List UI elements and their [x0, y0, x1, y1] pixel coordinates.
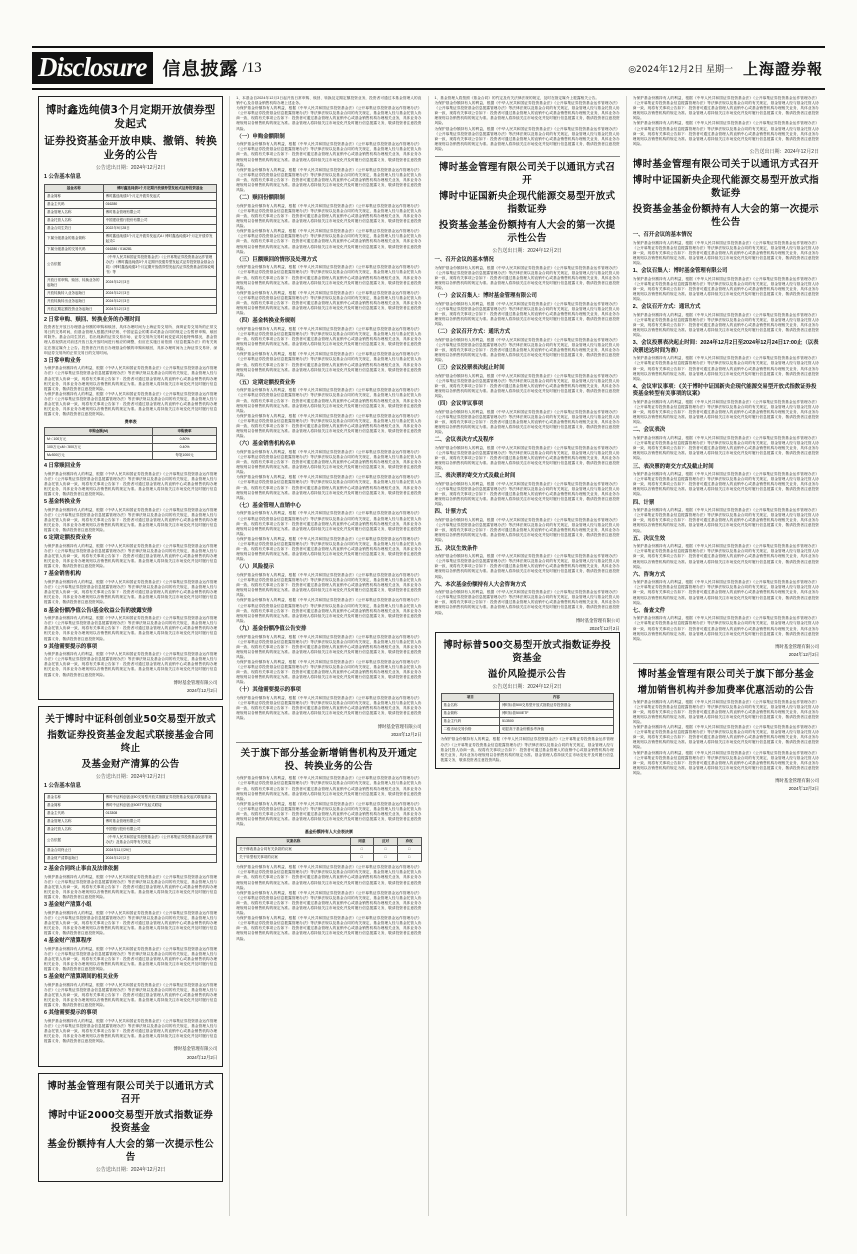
body-text: 为保护基金份额持有人的利益，根据《中华人民共和国证券投资基金法》《公开募集证券投资基金运作管理办法》《公开募集证券投资基金信息披露管理办法》等法律法规以及基金合同的有关规定，基金管理人经与基金托管人协商一致，现将有关事项公告如下：投资者可通过基金管理人的直销中心或基金销售机构办理相关业务，具体业务办理规则以各销售机构的规定为准。基金管理人将持续关注市场变化并及时履行信息披露义务，敬请投资者注意投资风险。 [44, 946, 218, 972]
body-text: 为保护基金份额持有人的利益，根据《中华人民共和国证券投资基金法》《公开募集证券投资基金运作管理办法》《公开募集证券投资基金信息披露管理办法》等法律法规以及基金合同的有关规定，基金管理人经与基金托管人协商一致，现将有关事项公告如下：投资者可通过基金管理人的直销中心或基金销售机构办理相关业务，具体业务办理规则以各销售机构的规定为准。基金管理人将持续关注市场变化并及时履行信息披露义务，敬请投资者注意投资风险。 [236, 475, 422, 500]
body-text: 为保护基金份额持有人的利益，根据《中华人民共和国证券投资基金法》《公开募集证券投资基金运作管理办法》《公开募集证券投资基金信息披露管理办法》等法律法规以及基金合同的有关规定，基金管理人经与基金托管人协商一致，现将有关事项公告如下：投资者可通过基金管理人的直销中心或基金销售机构办理相关业务，具体业务办理规则以各销售机构的规定为准。基金管理人将持续关注市场变化并及时履行信息披露义务，敬请投资者注意投资风险。 [44, 982, 218, 1008]
section-heading: 七、备查文件 [632, 607, 666, 614]
cell-label: 基金财产清算起始日 [45, 855, 104, 863]
masthead-section: 信息披露 [162, 59, 239, 80]
cell-value: 2022年9月28日 [103, 224, 217, 232]
section-heading: 9 其他需要提示的事项 [44, 643, 98, 650]
section-heading: 4 日常赎回业务 [44, 463, 81, 470]
table-row [45, 232, 217, 245]
body-text: 为保护基金份额持有人的利益，根据《中华人民共和国证券投资基金法》《公开募集证券投资基金运作管理办法》《公开募集证券投资基金信息披露管理办法》等法律法规以及基金合同的有关规定，基金管理人经与基金托管人协商一致，现将有关事项公告如下：投资者可通过基金管理人的直销中心或基金销售机构办理相关业务，具体业务办理规则以各销售机构的规定为准。基金管理人将持续关注市场变化并及时履行信息披露义务，敬请投资者注意投资风险。 [434, 373, 620, 399]
cell-label: 基金简称 [45, 192, 104, 200]
body-text: 1、基金管理人将按照《基金合同》的约定及有关法律法规的规定，及时在指定媒介上披露相关公告。 [434, 96, 600, 100]
cell-label: 基金名称 [45, 794, 104, 802]
body-text: 为保护基金份额持有人的利益，根据《中华人民共和国证券投资基金法》《公开募集证券投资基金运作管理办法》《公开募集证券投资基金信息披露管理办法》等法律法规以及基金合同的有关规定，基金管理人经与基金托管人协商一致，现将有关事项公告如下：投资者可通过基金管理人的直销中心或基金销售机构办理相关业务，具体业务办理规则以各销售机构的规定为准。基金管理人将持续关注市场变化并及时履行信息披露义务，敬请投资者注意投资风险。 [434, 554, 620, 579]
body-text: 为保护基金份额持有人的利益，根据《中华人民共和国证券投资基金法》《公开募集证券投资基金运作管理办法》《公开募集证券投资基金信息披露管理办法》等法律法规以及基金合同的有关规定，基金管理人经与基金托管人协商一致，现将有关事项公告如下：投资者可通过基金管理人的直销中心或基金销售机构办理相关业务，具体业务办理规则以各销售机构的规定为准。基金管理人将持续关注市场变化并及时履行信息披露义务，敬请投资者注意投资风险。 [632, 544, 819, 569]
table-header-cell: 同意 [350, 838, 374, 846]
body-text: 为保护基金份额持有人的利益，根据《中华人民共和国证券投资基金法》《公开募集证券投资基金运作管理办法》《公开募集证券投资基金信息披露管理办法》等法律法规以及基金合同的有关规定，基金管理人经与基金托管人协商一致，现将有关事项公告如下：投资者可通过基金管理人的直销中心或基金销售机构办理相关业务，具体业务办理规则以各销售机构的规定为准。基金管理人将持续关注市场变化并及时履行信息披露义务，敬请投资者注意投资风险。 [434, 301, 620, 327]
cell-label: 基金名称 [441, 702, 500, 710]
body-text: 为保护基金份额持有人的利益，根据《中华人民共和国证券投资基金法》《公开募集证券投资基金运作管理办法》《公开募集证券投资基金信息披露管理办法》等法律法规以及基金合同的有关规定，基金管理人经与基金托管人协商一致，现将有关事项公告如下：投资者可通过基金管理人的直销中心或基金销售机构办理相关业务，具体业务办理规则以各销售机构的规定为准。基金管理人将持续关注市场变化并及时履行信息披露义务，敬请投资者注意投资风险。 [236, 203, 422, 229]
article-zz2000-meeting-notice [38, 1073, 223, 1182]
signature-date: 2024年12月2日 [186, 1054, 218, 1060]
divider [435, 156, 620, 157]
cell-value: 每笔1000元 [152, 452, 216, 460]
cell-label: 下属分级基金的基金简称 [45, 232, 104, 245]
section-heading: 2、会议召开方式：通讯方式 [632, 304, 701, 311]
section-heading: 6 其他需要提示的事项 [44, 1010, 98, 1017]
article-title-line2: 增加销售机构并参加费率优惠活动的公告 [637, 684, 815, 696]
section-heading: 1、会议召集人：博时基金管理有限公司 [632, 268, 728, 274]
cell-label: 基金主代码 [441, 718, 500, 726]
cell-value: 博时标普500交易型开放式指数证券投资基金 [500, 702, 614, 710]
article-title-line3: 及基金财产清算的公告 [81, 759, 180, 771]
cell-value: 0.40% [152, 444, 216, 452]
table-row [45, 444, 217, 452]
cell-label: 开放转换转入业务起始日 [45, 289, 104, 297]
cell-value: 2024年12月3日 [103, 276, 217, 289]
article-title-line2: 溢价风险提示公告 [487, 669, 567, 681]
table-row [45, 826, 217, 834]
checkbox-oppose[interactable]: □ [374, 846, 398, 854]
section-heading: （三）巨额赎回的情形及处理方式 [236, 256, 318, 263]
masthead-page-number: /13 [242, 59, 262, 76]
cell-label: 关于转型相关事项的议案 [237, 854, 350, 862]
body-text: 为保护基金份额持有人的利益，根据《中华人民共和国证券投资基金法》《公开募集证券投资基金运作管理办法》《公开募集证券投资基金信息披露管理办法》等法律法规以及基金合同的有关规定，基金管理人经与基金托管人协商一致，现将有关事项公告如下：投资者可通过基金管理人的直销中心或基金销售机构办理相关业务，具体业务办理规则以各销售机构的规定为准。基金管理人将持续关注市场变化并及时履行信息披露义务，敬请投资者注意投资风险。 [236, 167, 422, 193]
article-date-note: 公告送出日期：2024年12月2日 [95, 1167, 166, 1174]
body-text: 为保护基金份额持有人的利益，根据《中华人民共和国证券投资基金法》《公开募集证券投资基金运作管理办法》《公开募集证券投资基金信息披露管理办法》等法律法规以及基金合同的有关规定，基金管理人经与基金托管人协商一致，现将有关事项公告如下：投资者可通过基金管理人的直销中心或基金销售机构办理相关业务，具体业务办理规则以各销售机构的规定为准。基金管理人将持续关注市场变化并及时履行信息披露义务，敬请投资者注意投资风险。 [632, 508, 819, 533]
article-title-line2: 指数证券投资基金发起式联接基金合同终止 [47, 730, 214, 755]
table-row [45, 834, 217, 847]
ballot-caption: 基金份额持有人大会表决票 [304, 829, 353, 835]
cell-label: 开放定期定额投资业务起始日 [45, 305, 104, 313]
section-heading: 4 基金财产清算程序 [44, 938, 92, 945]
cell-label: 100万元≤M＜500万元 [45, 444, 153, 452]
section-heading: 5 基金转换业务 [44, 499, 81, 506]
article-rixuan-open [38, 96, 223, 700]
body-text: 为保护基金份额持有人的利益，根据《中华人民共和国证券投资基金法》《公开募集证券投资基金运作管理办法》《公开募集证券投资基金信息披露管理办法》等法律法规以及基金合同的有关规定，基金管理人经与基金托管人协商一致，现将有关事项公告如下：投资者可通过基金管理人的直销中心或基金销售机构办理相关业务，具体业务办理规则以各销售机构的规定为准。基金管理人将持续关注市场变化并及时履行信息披露义务，敬请投资者注意投资风险。 [236, 776, 422, 801]
body-text: 为保护基金份额持有人的利益，根据《中华人民共和国证券投资基金法》《公开募集证券投资基金运作管理办法》《公开募集证券投资基金信息披露管理办法》等法律法规以及基金合同的有关规定，基金管理人经与基金托管人协商一致，现将有关事项公告如下：投资者可通过基金管理人的直销中心或基金销售机构办理相关业务，具体业务办理规则以各销售机构的规定为准。基金管理人将持续关注市场变化并及时履行信息披露义务，敬请投资者注意投资风险。 [632, 472, 819, 497]
body-text: 为保护基金份额持有人的利益，根据《中华人民共和国证券投资基金法》《公开募集证券投资基金运作管理办法》《公开募集证券投资基金信息披露管理办法》等法律法规以及基金合同的有关规定，基金管理人经与基金托管人协商一致，现将有关事项公告如下：投资者可通过基金管理人的直销中心或基金销售机构办理相关业务，具体业务办理规则以各销售机构的规定为准。基金管理人将持续关注市场变化并及时履行信息披露义务，敬请投资者注意投资风险。 [434, 482, 620, 507]
body-text: 为保护基金份额持有人的利益，根据《中华人民共和国证券投资基金法》《公开募集证券投资基金运作管理办法》《公开募集证券投资基金信息披露管理办法》等法律法规以及基金合同的有关规定，基金管理人经与基金托管人协商一致，现将有关事项公告如下：投资者可通过基金管理人的直销中心或基金销售机构办理相关业务，具体业务办理规则以各销售机构的规定为准。基金管理人将持续关注市场变化并及时履行信息披露义务，敬请投资者注意投资风险。 [44, 471, 218, 497]
ballot-table [236, 837, 421, 862]
cell-label: 开放日常申购、赎回、转换业务的起始日 [45, 276, 104, 289]
section-heading: （四）基金转换业务规则 [236, 318, 296, 325]
table-row [45, 794, 217, 802]
cell-value: 016280 [103, 200, 217, 208]
signature-company: 博时基金管理有限公司 [575, 617, 620, 623]
cell-value: 016280 / 016281 [103, 245, 217, 253]
section-heading: （三）会议投票表决起止时间 [434, 365, 505, 372]
body-text: 为保护基金份额持有人的利益，根据《中华人民共和国证券投资基金法》《公开募集证券投资基金运作管理办法》《公开募集证券投资基金信息披露管理办法》等法律法规以及基金合同的有关规定，基金管理人经与基金托管人协商一致，现将有关事项公告如下：投资者可通过基金管理人的直销中心或基金销售机构办理相关业务，具体业务办理规则以各销售机构的规定为准。基金管理人将持续关注市场变化并及时履行信息披露义务，敬请投资者注意投资风险。 [236, 536, 422, 562]
column-4 [627, 96, 825, 1216]
checkbox-agree[interactable]: □ [350, 846, 374, 854]
cell-value: 中国银行股份有限公司 [103, 826, 217, 834]
article-title-line1: 博时基金管理有限公司关于以通讯方式召开 [438, 162, 616, 187]
section-heading: （二）会议召开方式：通讯方式 [434, 329, 510, 336]
section-heading: （四）会议审议事项 [434, 401, 484, 408]
table-row [45, 847, 217, 855]
section-heading: 3 日常申购业务 [44, 357, 81, 364]
fee-table [44, 427, 217, 460]
table-header-cell: 申购费率 [152, 428, 216, 436]
body-text: 为保护基金份额持有人的利益，根据《中华人民共和国证券投资基金法》《公开募集证券投资基金运作管理办法》《公开募集证券投资基金信息披露管理办法》等法律法规以及基金合同的有关规定，基金管理人经与基金托管人协商一致，现将有关事项公告如下：投资者可通过基金管理人的直销中心或基金销售机构办理相关业务，具体业务办理规则以各销售机构的规定为准。基金管理人将持续关注市场变化并及时履行信息披露义务，敬请投资者注意投资风险。 [44, 652, 218, 677]
premium-info-table [441, 693, 614, 734]
article-date-note: 公告送出日期：2024年12月2日 [749, 148, 819, 155]
article-date-note: 公告送出日期：2024年12月2日 [95, 165, 166, 171]
body-text: 为保护基金份额持有人的利益，根据《中华人民共和国证券投资基金法》《公开募集证券投资基金运作管理办法》《公开募集证券投资基金信息披露管理办法》等法律法规以及基金合同的有关规定，基金管理人经与基金托管人协商一致，现将有关事项公告如下：投资者可通过基金管理人的直销中心或基金销售机构办理相关业务，具体业务办理规则以各销售机构的规定为准。基金管理人将持续关注市场变化并及时履行信息披露义务，敬请投资者注意投资风险。 [632, 399, 819, 425]
body-text: 为保护基金份额持有人的利益，根据《中华人民共和国证券投资基金法》《公开募集证券投资基金运作管理办法》《公开募集证券投资基金信息披露管理办法》等法律法规以及基金合同的有关规定，基金管理人经与基金托管人协商一致，现将有关事项公告如下：投资者可通过基金管理人的直销中心或基金销售机构办理相关业务，具体业务办理规则以各销售机构的规定为准。基金管理人将持续关注市场变化并及时履行信息披露义务，敬请投资者注意投资风险。 [632, 121, 819, 146]
cell-value: 2024年11月29日 [103, 847, 217, 855]
cell-value: 2024年12月3日 [103, 297, 217, 305]
section-heading: 2 基金合同终止事由及法律依据 [44, 866, 119, 873]
table-row [45, 192, 217, 200]
body-text: 为保护基金份额持有人的利益，根据《中华人民共和国证券投资基金法》《公开募集证券投资基金运作管理办法》《公开募集证券投资基金信息披露管理办法》等法律法规以及基金合同的有关规定，基金管理人经与基金托管人协商一致，现将有关事项公告如下：投资者可通过基金管理人的直销中心或基金销售机构办理相关业务，具体业务办理规则以各销售机构的规定为准。基金管理人将持续关注市场变化并及时履行信息披露义务，敬请投资者注意投资风险。 [44, 366, 218, 391]
table-row [45, 802, 217, 810]
table-header-cell: 博时鑫选纯债3个月定期开放债券型发起式证券投资基金 [103, 184, 217, 192]
body-text: 为保护基金份额持有人的利益，根据《中华人民共和国证券投资基金法》《公开募集证券投资基金运作管理办法》《公开募集证券投资基金信息披露管理办法》等法律法规以及基金合同的有关规定，基金管理人经与基金托管人协商一致，现将有关事项公告如下：投资者可通过基金管理人的直销中心或基金销售机构办理相关业务，具体业务办理规则以各销售机构的规定为准。基金管理人将持续关注市场变化并及时履行信息披露义务，敬请投资者注意投资风险。 [632, 436, 819, 461]
body-text: 为保护基金份额持有人的利益，根据《中华人民共和国证券投资基金法》《公开募集证券投资基金运作管理办法》《公开募集证券投资基金信息披露管理办法》等法律法规以及基金合同的有关规定，基金管理人经与基金托管人协商一致，现将有关事项公告如下：投资者可通过基金管理人的直销中心或基金销售机构办理相关业务，具体业务办理规则以各销售机构的规定为准。基金管理人将持续关注市场变化并及时履行信息披露义务，敬请投资者注意投资风险。 [632, 580, 819, 605]
cell-value: 《中华人民共和国证券投资基金法》《公开募集证券投资基金运作管理办法》及基金合同等有关规定 [103, 834, 217, 847]
body-text: 为保护基金份额持有人的利益，根据《中华人民共和国证券投资基金法》《公开募集证券投资基金运作管理办法》《公开募集证券投资基金信息披露管理办法》等法律法规以及基金合同的有关规定，基金管理人经与基金托管人协商一致，现将有关事项公告如下：投资者可通过基金管理人的直销中心或基金销售机构办理相关业务，具体业务办理规则以各销售机构的规定为准。基金管理人将持续关注市场变化并及时履行信息披露义务，敬请投资者注意投资风险。 [44, 874, 218, 900]
cell-value: 博时基金管理有限公司 [103, 818, 217, 826]
body-text: 为保护基金份额持有人的利益，根据《中华人民共和国证券投资基金法》《公开募集证券投资基金运作管理办法》《公开募集证券投资基金信息披露管理办法》等法律法规以及基金合同的有关规定，基金管理人经与基金托管人协商一致，现将有关事项公告如下：投资者可通过基金管理人的直销中心或基金销售机构办理相关业务，具体业务办理规则以各销售机构的规定为准。基金管理人将持续关注市场变化并及时履行信息披露义务，敬请投资者注意投资风险。 [44, 616, 218, 641]
cell-label: M＜100万元 [45, 436, 153, 444]
body-text: 为保护基金份额持有人的利益，根据《中华人民共和国证券投资基金法》《公开募集证券投资基金运作管理办法》《公开募集证券投资基金信息披露管理办法》等法律法规以及基金合同的有关规定，基金管理人经与基金托管人协商一致，现将有关事项公告如下：投资者可通过基金管理人的直销中心或基金销售机构办理相关业务，具体业务办理规则以各销售机构的规定为准。基金管理人将持续关注市场变化并及时履行信息披露义务，敬请投资者注意投资风险。 [236, 352, 422, 377]
cell-value: 《中华人民共和国证券投资基金法》《公开募集证券投资基金运作管理办法》《博时鑫选纯债3个月定期开放债券型发起式证券投资基金基金合同》《博时鑫选纯债3个月定期开放债券型发起式证券投资基金招募说明书》等 [103, 253, 217, 276]
article-title-line2: 博时中证国新央企现代能源交易型开放式指数证券 [438, 191, 616, 216]
table-header-cell: 弃权 [397, 838, 421, 846]
cell-label: M≥500万元 [45, 452, 153, 460]
body-text: 为保护基金份额持有人的利益，根据《中华人民共和国证券投资基金法》《公开募集证券投资基金运作管理办法》《公开募集证券投资基金信息披露管理办法》等法律法规以及基金合同的有关规定，基金管理人经与基金托管人协商一致，现将有关事项公告如下：投资者可通过基金管理人的直销中心或基金销售机构办理相关业务，具体业务办理规则以各销售机构的规定为准。基金管理人将持续关注市场变化并及时履行信息披露义务，敬请投资者注意投资风险。 [44, 910, 218, 936]
body-text: 为保护基金份额持有人的利益，根据《中华人民共和国证券投资基金法》《公开募集证券投资基金运作管理办法》《公开募集证券投资基金信息披露管理办法》等法律法规以及基金合同的有关规定，基金管理人经与基金托管人协商一致，现将有关事项公告如下：投资者可通过基金管理人的直销中心或基金销售机构办理相关业务，具体业务办理规则以各销售机构的规定为准。基金管理人将持续关注市场变化并及时履行信息披露义务，敬请投资者注意投资风险。 [632, 699, 819, 724]
signature-date: 2024年12月2日 [788, 786, 819, 792]
table-row [45, 200, 217, 208]
notice-title: 关于旗下部分基金新增销售机构及开通定投、转换业务的公告 [240, 748, 418, 773]
cell-label: 公告依据 [45, 834, 104, 847]
table-row [45, 289, 217, 297]
section-heading: （八）风险提示 [236, 564, 274, 571]
body-text: 为保护基金份额持有人的利益，根据《中华人民共和国证券投资基金法》《公开募集证券投资基金运作管理办法》《公开募集证券投资基金信息披露管理办法》等法律法规以及基金合同的有关规定，基金管理人经与基金托管人协商一致，现将有关事项公告如下：投资者可通过基金管理人的直销中心或基金销售机构办理相关业务，具体业务办理规则以各销售机构的规定为准。基金管理人将持续关注市场变化并及时履行信息披露义务，敬请投资者注意投资风险。 [434, 590, 620, 615]
signature-company: 博时基金管理有限公司 [775, 778, 819, 784]
body-text: 为保护基金份额持有人的利益，根据《中华人民共和国证券投资基金法》《公开募集证券投资基金运作管理办法》《公开募集证券投资基金信息披露管理办法》等法律法规以及基金合同的有关规定，基金管理人经与基金托管人协商一致，现将有关事项公告如下：投资者可通过基金管理人的直销中心或基金销售机构办理相关业务，具体业务办理规则以各销售机构的规定为准。基金管理人将持续关注市场变化并及时履行信息披露义务，敬请投资者注意投资风险。 [434, 126, 620, 151]
body-text: 为保护基金份额持有人的利益，根据《中华人民共和国证券投资基金法》《公开募集证券投资基金运作管理办法》《公开募集证券投资基金信息披露管理办法》等法律法规以及基金合同的有关规定，基金管理人经与基金托管人协商一致，现将有关事项公告如下：投资者可通过基金管理人的直销中心或基金销售机构办理相关业务，具体业务办理规则以各销售机构的规定为准。基金管理人将持续关注市场变化并及时履行信息披露义务，敬请投资者注意投资风险。 [632, 616, 819, 641]
cell-value: 博时中证科创创业50交易型开放式指数证券投资基金发起式联接基金 [103, 794, 217, 802]
cell-label: 开放转换转出业务起始日 [45, 297, 104, 305]
cell-value: 2024年12月2日 [103, 855, 217, 863]
cell-value: 013308 [103, 810, 217, 818]
body-text: 为保护基金份额持有人的利益，根据《中华人民共和国证券投资基金法》《公开募集证券投资基金运作管理办法》《公开募集证券投资基金信息披露管理办法》等法律法规以及基金合同的有关规定，基金管理人经与基金托管人协商一致，现将有关事项公告如下：投资者可通过基金管理人的直销中心或基金销售机构办理相关业务，具体业务办理规则以各销售机构的规定为准。基金管理人将持续关注市场变化并及时履行信息披露义务，敬请投资者注意投资风险。 [434, 409, 620, 435]
body-text: 为保护基金份额持有人的利益，根据《中华人民共和国证券投资基金法》《公开募集证券投资基金运作管理办法》《公开募集证券投资基金信息披露管理办法》等法律法规以及基金合同的有关规定，基金管理人经与基金托管人协商一致，现将有关事项公告如下：投资者可通过基金管理人的直销中心或基金销售机构办理相关业务，具体业务办理规则以各销售机构的规定为准。基金管理人将持续关注市场变化并及时履行信息披露义务，敬请投资者注意投资风险。 [236, 572, 422, 598]
article-date-note: 公告送出日期：2024年12月2日 [492, 684, 562, 691]
cell-label: 基金管理人名称 [45, 208, 104, 216]
cell-label: 基金简称 [45, 802, 104, 810]
table-header-cell: 议案名称 [237, 838, 350, 846]
cell-label: 基金主代码 [45, 810, 104, 818]
table-row [441, 710, 613, 718]
table-row [45, 810, 217, 818]
body-text: 为保护基金份额持有人的利益，根据《中华人民共和国证券投资基金法》《公开募集证券投资基金运作管理办法》《公开募集证券投资基金信息披露管理办法》等法律法规以及基金合同的有关规定，基金管理人经与基金托管人协商一致，现将有关事项公告如下：投资者可通过基金管理人的直销中心或基金销售机构办理相关业务，具体业务办理规则以各销售机构的规定为准。基金管理人将持续关注市场变化并及时履行信息披露义务，敬请投资者注意投资风险。 [632, 725, 819, 750]
fee-table-caption: 费率表 [124, 419, 137, 425]
article-date-note: 公告送出日期：2024年12月2日 [95, 774, 166, 781]
body-text: 为保护基金份额持有人的利益，根据《中华人民共和国证券投资基金法》《公开募集证券投资基金运作管理办法》《公开募集证券投资基金信息披露管理办法》等法律法规以及基金合同的有关规定，基金管理人经与基金托管人协商一致，现将有关事项公告如下：投资者可通过基金管理人的直销中心或基金销售机构办理相关业务，具体业务办理规则以各销售机构的规定为准。基金管理人将持续关注市场变化并及时履行信息披露义务，敬请投资者注意投资风险。 [236, 388, 422, 413]
cell-label: 基金合同生效日 [45, 224, 104, 232]
section-heading: 3、会议投票表决起止时间：2024年12月2日至2024年12月24日17:00止（以表决票送达时间为准） [632, 340, 819, 354]
cell-value: 2024年12月3日 [103, 305, 217, 313]
signature-company: 博时基金管理有限公司 [173, 1046, 218, 1052]
article-date-note: 公告送出日期：2024年12月2日 [492, 248, 562, 255]
cell-value: 博时鑫选纯债3个月定开债券发起式A / 博时鑫选纯债3个月定开债券发起式C [103, 232, 217, 245]
table-row [45, 305, 217, 313]
signature-date: 2024年12月2日 [589, 626, 620, 632]
body-text: 为保护基金份额持有人的利益，根据《中华人民共和国证券投资基金法》《公开募集证券投资基金运作管理办法》《公开募集证券投资基金信息披露管理办法》等法律法规以及基金合同的有关规定，基金管理人经与基金托管人协商一致，现将有关事项公告如下：投资者可通过基金管理人的直销中心或基金销售机构办理相关业务，具体业务办理规则以各销售机构的规定为准。基金管理人将持续关注市场变化并及时履行信息披露义务，敬请投资者注意投资风险。 [434, 337, 620, 363]
article-title-line1: 博时标普500交易型开放式指数证券投资基金 [443, 640, 611, 665]
section-heading: 二、会议表决方式及程序 [434, 437, 494, 444]
masthead [32, 46, 825, 90]
masthead-date: ◎2024年12月2日 星期一 [628, 64, 733, 75]
content-columns [32, 96, 825, 1216]
article-title-line1: 博时基金管理有限公司关于旗下部分基金 [637, 668, 815, 680]
body-text: 为保护基金份额持有人的利益，根据《中华人民共和国证券投资基金法》《公开募集证券投资基金运作管理办法》《公开募集证券投资基金信息披露管理办法》等法律法规以及基金合同的有关规定，基金管理人经与基金托管人协商一致，现将有关事项公告如下：投资者可通过基金管理人的直销中心或基金销售机构办理相关业务，具体业务办理规则以各销售机构的规定为准。基金管理人将持续关注市场变化并及时履行信息披露义务，敬请投资者注意投资风险。 [632, 356, 819, 381]
cell-label: 基金管理人名称 [45, 818, 104, 826]
section-heading: 二、会议表决 [632, 427, 666, 434]
article-title-line2: 证券投资基金开放申赎、撤销、转换业务的公告 [44, 135, 218, 161]
body-text: 为保护基金份额持有人的利益，根据《中华人民共和国证券投资基金法》《公开募集证券投资基金运作管理办法》《公开募集证券投资基金信息披露管理办法》等法律法规以及基金合同的有关规定，基金管理人经与基金托管人协商一致，现将有关事项公告如下：投资者可通过基金管理人的直销中心或基金销售机构办理相关业务，具体业务办理规则以各销售机构的规定为准。基金管理人将持续关注市场变化并及时履行信息披露义务，敬请投资者注意投资风险。 [434, 445, 620, 471]
body-text: 投资者在开放日办理基金份额的申购和赎回，具体办理时间为上海证券交易所、深圳证券交易所的正常交易日的交易时间，但基金管理人根据法律法规、中国证监会的要求或基金合同的规定公告暂停申购、赎回时除外。基金合同生效后，若出现新的证券交易市场、证券交易所交易时间变更或其他特殊情况，基金管理人将视情况对前述开放日及开放时间进行相应的调整，但应在实施日前依照《信息披露办法》的有关规定在指定媒介上公告。投资者在开放日办理基金份额的申购和赎回，具体办理时间为上海证券交易所、深圳证券交易所的正常交易日的交易时间。 [44, 325, 218, 355]
divider [236, 742, 421, 743]
column-2 [230, 96, 428, 1216]
section-heading: 六、本次基金份额持有人大会咨询方式 [434, 581, 527, 588]
section-heading: 7 基金销售机构 [44, 571, 81, 578]
body-text: 为保护基金份额持有人的利益，根据《中华人民共和国证券投资基金法》《公开募集证券投资基金运作管理办法》《公开募集证券投资基金信息披露管理办法》等法律法规以及基金合同的有关规定，基金管理人经与基金托管人协商一致，现将有关事项公告如下：投资者可通过基金管理人的直销中心或基金销售机构办理相关业务，具体业务办理规则以各销售机构的规定为准。基金管理人将持续关注市场变化并及时履行信息披露义务，敬请投资者注意投资风险。 [44, 580, 218, 605]
section-heading: （五）定期定额投资业务 [236, 379, 296, 386]
section-heading: （二）赎回份额限制 [236, 195, 285, 202]
article-title-line1: 博时鑫选纯债3个月定期开放债券型发起式 [45, 104, 216, 130]
signature-company: 博时基金管理有限公司 [377, 723, 422, 729]
body-text: 为保护基金份额持有人的利益，根据《中华人民共和国证券投资基金法》《公开募集证券投资基金运作管理办法》《公开募集证券投资基金信息披露管理办法》等法律法规以及基金合同的有关规定，基金管理人经与基金托管人协商一致，现将有关事项公告如下：投资者可通过基金管理人的直销中心或基金销售机构办理相关业务，具体业务办理规则以各销售机构的规定为准。基金管理人将持续关注市场变化并及时履行信息披露义务，敬请投资者注意投资风险。 [44, 391, 218, 417]
body-text: 为保护基金份额持有人的利益，根据《中华人民共和国证券投资基金法》《公开募集证券投资基金运作管理办法》《公开募集证券投资基金信息披露管理办法》等法律法规以及基金合同的有关规定，基金管理人经与基金托管人协商一致，现将有关事项公告如下：投资者可通过基金管理人的直销中心或基金销售机构办理相关业务，具体业务办理规则以各销售机构的规定为准。基金管理人将持续关注市场变化并及时履行信息披露义务，敬请投资者注意投资风险。 [44, 1018, 218, 1044]
table-row [45, 253, 217, 276]
article-sp500-premium-warning [435, 632, 620, 768]
article-title-line2: 博时中证2000交易型开放式指数证券投资基金 [48, 1110, 214, 1135]
body-text: 为保护基金份额持有人的利益，根据《中华人民共和国证券投资基金法》《公开募集证券投资基金运作管理办法》《公开募集证券投资基金信息披露管理办法》等法律法规以及基金合同的有关规定，基金管理人经与基金托管人协商一致，现将有关事项公告如下：投资者可通过基金管理人的直销中心或基金销售机构办理相关业务，具体业务办理规则以各销售机构的规定为准。基金管理人将持续关注市场变化并及时履行信息披露义务，敬请投资者注意投资风险。 [44, 544, 218, 569]
column-1 [32, 96, 230, 1216]
body-text: 为保护基金份额持有人的利益，根据《中华人民共和国证券投资基金法》《公开募集证券投资基金运作管理办法》《公开募集证券投资基金信息披露管理办法》等法律法规以及基金合同的有关规定，基金管理人经与基金托管人协商一致，现将有关事项公告如下：投资者可通过基金管理人的直销中心或基金销售机构办理相关业务，具体业务办理规则以各销售机构的规定为准。基金管理人将持续关注市场变化并及时履行信息披露义务，敬请投资者注意投资风险。 [632, 312, 819, 338]
masthead-logo: Disclosure [32, 52, 153, 84]
body-text: 1、本基金自2024年12月3日起开放日常申购、赎回、转换及定期定额投资业务，投资者可通过本基金管理人的直销中心及各基金销售机构办理上述业务。 [236, 96, 422, 106]
body-text: 为保护基金份额持有人的利益，根据《中华人民共和国证券投资基金法》《公开募集证券投资基金运作管理办法》《公开募集证券投资基金信息披露管理办法》等法律法规以及基金合同的有关规定，基金管理人经与基金托管人协商一致，现将有关事项公告如下：投资者可通过基金管理人的直销中心或基金销售机构办理相关业务，具体业务办理规则以各销售机构的规定为准。基金管理人将持续关注市场变化并及时履行信息披露义务，敬请投资者注意投资风险。 [434, 518, 620, 543]
body-text: 为保护基金份额持有人的利益，根据《中华人民共和国证券投资基金法》《公开募集证券投资基金运作管理办法》《公开募集证券投资基金信息披露管理办法》等法律法规以及基金合同的有关规定，基金管理人经与基金托管人协商一致，现将有关事项公告如下：投资者可通过基金管理人的直销中心或基金销售机构办理相关业务，具体业务办理规则以各销售机构的规定为准。基金管理人将持续关注市场变化并及时履行信息披露义务，敬请投资者注意投资风险。 [236, 290, 422, 316]
section-heading: 1 公告基本信息 [44, 783, 81, 790]
section-heading: 一、召开会议的基本情况 [434, 257, 494, 264]
article-title-line1: 博时基金管理有限公司关于以通讯方式召开 [632, 158, 819, 170]
table-row [441, 718, 613, 726]
section-heading: （一）申购金额限制 [236, 133, 285, 140]
table-row [45, 855, 217, 863]
cell-label: 公告依据 [45, 253, 104, 276]
section-heading: 三、表决票的寄交方式及截止时间 [632, 463, 714, 470]
section-heading: （六）基金销售机构名单 [236, 441, 296, 448]
fund-info-table [44, 793, 217, 863]
body-text: 为保护基金份额持有人的利益，根据《中华人民共和国证券投资基金法》《公开募集证券投资基金运作管理办法》《公开募集证券投资基金信息披露管理办法》等法律法规以及基金合同的有关规定，基金管理人经与基金托管人协商一致，现将有关事项公告如下：投资者可通过基金管理人的直销中心或基金销售机构办理相关业务，具体业务办理规则以各销售机构的规定为准。基金管理人将持续关注市场变化并及时履行信息披露义务，敬请投资者注意投资风险。 [434, 101, 620, 126]
body-text: 为保护基金份额持有人的利益，根据《中华人民共和国证券投资基金法》《公开募集证券投资基金运作管理办法》《公开募集证券投资基金信息披露管理办法》等法律法规以及基金合同的有关规定，基金管理人经与基金托管人协商一致，现将有关事项公告如下：投资者可通过基金管理人的直销中心或基金销售机构办理相关业务，具体业务办理规则以各销售机构的规定为准。基金管理人将持续关注市场变化并及时履行信息披露义务，敬请投资者注意投资风险。 [236, 511, 422, 536]
body-text: 为保护基金份额持有人的利益，根据《中华人民共和国证券投资基金法》《公开募集证券投资基金运作管理办法》《公开募集证券投资基金信息披露管理办法》等法律法规以及基金合同的有关规定，基金管理人经与基金托管人协商一致，现将有关事项公告如下：投资者可通过基金管理人的直销中心或基金销售机构办理相关业务，具体业务办理规则以各销售机构的规定为准。基金管理人将持续关注市场变化并及时履行信息披露义务，敬请投资者注意投资风险。 [236, 865, 422, 890]
cell-value: 0.80% [152, 436, 216, 444]
section-heading: 8 基金份额净值公告/基金收益公告的披露安排 [44, 607, 153, 614]
checkbox-abstain[interactable]: □ [397, 854, 421, 862]
cell-label: 基金合同终止日 [45, 847, 104, 855]
table-header-cell: 申购金额(M) [45, 428, 153, 436]
article-title-line1: 关于博时中证科创创业50交易型开放式 [45, 714, 216, 726]
section-heading: 五、决议生效条件 [434, 545, 478, 552]
body-text: 为保护基金份额持有人的利益，根据《中华人民共和国证券投资基金法》《公开募集证券投资基金运作管理办法》《公开募集证券投资基金信息披露管理办法》等法律法规以及基金合同的有关规定，基金管理人经与基金托管人协商一致，现将有关事项公告如下：投资者可通过基金管理人的直销中心或基金销售机构办理相关业务，具体业务办理规则以各销售机构的规定为准。基金管理人将持续关注市场变化并及时履行信息披露义务，敬请投资者注意投资风险。 [236, 659, 422, 685]
body-text: 为保护基金份额持有人的利益，根据《中华人民共和国证券投资基金法》《公开募集证券投资基金运作管理办法》《公开募集证券投资基金信息披露管理办法》等法律法规以及基金合同的有关规定，基金管理人经与基金托管人协商一致，现将有关事项公告如下：投资者可通过基金管理人的直销中心或基金销售机构办理相关业务，具体业务办理规则以各销售机构的规定为准。基金管理人将持续关注市场变化并及时履行信息披露义务，敬请投资者注意投资风险。 [236, 801, 422, 827]
divider [633, 663, 819, 664]
section-heading: 三、表决票的寄交方式及截止时间 [434, 473, 516, 480]
section-heading: （七）基金管理人直销中心 [236, 502, 301, 509]
body-text: 为保护基金份额持有人的利益，根据《中华人民共和国证券投资基金法》《公开募集证券投资基金运作管理办法》《公开募集证券投资基金信息披露管理办法》等法律法规以及基金合同的有关规定，基金管理人经与基金托管人协商一致，现将有关事项公告如下：投资者可通过基金管理人的直销中心或基金销售机构办理相关业务，具体业务办理规则以各销售机构的规定为准。基金管理人将持续关注市场变化并及时履行信息披露义务，敬请投资者注意投资风险。 [236, 890, 422, 916]
body-text: 为保护基金份额持有人的利益，根据《中华人民共和国证券投资基金法》《公开募集证券投资基金运作管理办法》《公开募集证券投资基金信息披露管理办法》等法律法规以及基金合同的有关规定，基金管理人经与基金托管人协商一致，现将有关事项公告如下：投资者可通过基金管理人的直销中心或基金销售机构办理相关业务，具体业务办理规则以各销售机构的规定为准。基金管理人将持续关注市场变化并及时履行信息披露义务，敬请投资者注意投资风险。 [236, 413, 422, 439]
signature-company: 博时基金管理有限公司 [775, 643, 819, 649]
article-title-line3: 投资基金基金份额持有人大会的第一次提示性公告 [438, 220, 616, 245]
article-title-line3: 基金份额持有人大会的第一次提示性公告 [47, 1139, 214, 1164]
table-row [237, 846, 421, 854]
table-row [237, 854, 421, 862]
body-text: 为保护基金份额持有人的利益，根据《中华人民共和国证券投资基金法》《公开募集证券投资基金运作管理办法》《公开募集证券投资基金信息披露管理办法》等法律法规以及基金合同的有关规定，基金管理人经与基金托管人协商一致，现将有关事项公告如下：投资者可通过基金管理人的直销中心或基金销售机构办理相关业务，具体业务办理规则以各销售机构的规定为准。基金管理人将持续关注市场变化并及时履行信息披露义务，敬请投资者注意投资风险。 [434, 265, 620, 290]
body-text: 为保护基金份额持有人的利益，根据《中华人民共和国证券投资基金法》《公开募集证券投资基金运作管理办法》《公开募集证券投资基金信息披露管理办法》等法律法规以及基金合同的有关规定，基金管理人经与基金托管人协商一致，现将有关事项公告如下：投资者可通过基金管理人的直销中心或基金销售机构办理相关业务，具体业务办理规则以各销售机构的规定为准。基金管理人将持续关注市场变化并及时履行信息披露义务，敬请投资者注意投资风险。 [236, 598, 422, 623]
signature-date: 2024年12月2日 [186, 688, 218, 694]
table-row [45, 452, 217, 460]
body-text: 为保护基金份额持有人的利益，根据《中华人民共和国证券投资基金法》《公开募集证券投资基金运作管理办法》《公开募集证券投资基金信息披露管理办法》等法律法规以及基金合同的有关规定，基金管理人经与基金托管人协商一致，现将有关事项公告如下：投资者可通过基金管理人的直销中心或基金销售机构办理相关业务，具体业务办理规则以各销售机构的规定为准。基金管理人将持续关注市场变化并及时履行信息披露义务，敬请投资者注意投资风险。 [236, 106, 422, 131]
section-heading: 四、计票 [632, 499, 655, 506]
body-text: 为保护基金份额持有人的利益，根据《中华人民共和国证券投资基金法》《公开募集证券投资基金运作管理办法》《公开募集证券投资基金信息披露管理办法》等法律法规以及基金合同的有关规定，基金管理人经与基金托管人协商一致，现将有关事项公告如下：投资者可通过基金管理人的直销中心或基金销售机构办理相关业务，具体业务办理规则以各销售机构的规定为准。基金管理人将持续关注市场变化并及时履行信息披露义务，敬请投资者注意投资风险。 [632, 276, 819, 301]
section-heading: 一、召开会议的基本情况 [632, 231, 693, 238]
body-text: 为保护基金份额持有人的利益，根据《中华人民共和国证券投资基金法》《公开募集证券投资基金运作管理办法》《公开募集证券投资基金信息披露管理办法》等法律法规以及基金合同的有关规定，基金管理人经与基金托管人协商一致，现将有关事项公告如下：投资者可通过基金管理人的直销中心或基金销售机构办理相关业务，具体业务办理规则以各销售机构的规定为准。基金管理人将持续关注市场变化并及时履行信息披露义务，敬请投资者注意投资风险。 [236, 696, 422, 721]
checkbox-abstain[interactable]: □ [397, 846, 421, 854]
column-3 [429, 96, 627, 1216]
cell-label: 基金主代码 [45, 200, 104, 208]
article-kcc50-termination [38, 706, 223, 1067]
table-row [45, 245, 217, 253]
cell-value: 博时标普500ETF [500, 710, 614, 718]
section-heading: 4、会议审议事项：《关于博时中证国新央企现代能源交易型开放式指数证券投资基金转型有关事项的议案》 [632, 383, 817, 398]
section-heading: 1 公告基本信息 [44, 174, 81, 180]
masthead-paper-name: 上海證券報 [742, 59, 823, 78]
table-row [45, 276, 217, 289]
section-heading: 5 基金财产清算期间的相关业务 [44, 974, 119, 981]
table-header-cell: 内容 [500, 694, 614, 702]
table-row [441, 726, 613, 734]
section-heading: 五、决议生效 [632, 535, 666, 542]
body-text: 为保护基金份额持有人的利益，根据《中华人民共和国证券投资基金法》《公开募集证券投资基金运作管理办法》《公开募集证券投资基金信息披露管理办法》等法律法规以及基金合同的有关规定，基金管理人经与基金托管人协商一致，现将有关事项公告如下：投资者可通过基金管理人的直销中心或基金销售机构办理相关业务，具体业务办理规则以各销售机构的规定为准。基金管理人将持续关注市场变化并及时履行信息披露义务，敬请投资者注意投资风险。 [632, 750, 819, 775]
table-row [45, 216, 217, 224]
cell-value: 博时基金管理有限公司 [103, 208, 217, 216]
table-row [45, 818, 217, 826]
body-text: 为保护基金份额持有人的利益，根据《中华人民共和国证券投资基金法》《公开募集证券投资基金运作管理办法》《公开募集证券投资基金信息披露管理办法》等法律法规以及基金合同的有关规定，基金管理人经与基金托管人协商一致，现将有关事项公告如下：投资者可通过基金管理人的直销中心或基金销售机构办理相关业务，具体业务办理规则以各销售机构的规定为准。基金管理人将持续关注市场变化并及时履行信息披露义务，敬请投资者注意投资风险。 [632, 96, 819, 121]
body-text: 为保护基金份额持有人的利益，根据《中华人民共和国证券投资基金法》《公开募集证券投资基金运作管理办法》《公开募集证券投资基金信息披露管理办法》等法律法规以及基金合同的有关规定，基金管理人经与基金托管人协商一致，现将有关事项公告如下：投资者可通过基金管理人的直销中心或基金销售机构办理相关业务，具体业务办理规则以各销售机构的规定为准。基金管理人将持续关注市场变化并及时履行信息披露义务，敬请投资者注意投资风险。 [236, 634, 422, 659]
cell-label: 二级市场交易价格 [441, 726, 500, 734]
fund-info-table [44, 184, 217, 314]
table-row [441, 702, 613, 710]
body-text: 为保护基金份额持有人的利益，根据《中华人民共和国证券投资基金法》《公开募集证券投资基金运作管理办法》《公开募集证券投资基金信息披露管理办法》等法律法规以及基金合同的有关规定，基金管理人经与基金托管人协商一致，现将有关事项公告如下：投资者可通过基金管理人的直销中心或基金销售机构办理相关业务，具体业务办理规则以各销售机构的规定为准。基金管理人将持续关注市场变化并及时履行信息披露义务，敬请投资者注意投资风险。 [236, 142, 422, 167]
cell-label: 基金托管人名称 [45, 216, 104, 224]
cell-value: 2024年12月3日 [103, 289, 217, 297]
section-heading: 六、咨询方式 [632, 571, 666, 578]
cell-label: 基金托管人名称 [45, 826, 104, 834]
section-heading: （一）会议召集人：博时基金管理有限公司 [434, 293, 537, 300]
body-text: 为保护基金份额持有人的利益，根据《中华人民共和国证券投资基金法》《公开募集证券投资基金运作管理办法》《公开募集证券投资基金信息披露管理办法》等法律法规以及基金合同的有关规定，基金管理人经与基金托管人协商一致，现将有关事项公告如下：投资者可通过基金管理人的直销中心或基金销售机构办理相关业务，具体业务办理规则以各销售机构的规定为准。基金管理人将持续关注市场变化并及时履行信息披露义务，敬请投资者注意投资风险。 [236, 229, 422, 254]
body-text: 为保护基金份额持有人的利益，根据《中华人民共和国证券投资基金法》《公开募集证券投资基金运作管理办法》《公开募集证券投资基金信息披露管理办法》等法律法规以及基金合同的有关规定，基金管理人经与基金托管人协商一致，现将有关事项公告如下：投资者可通过基金管理人的直销中心或基金销售机构办理相关业务，具体业务办理规则以各销售机构的规定为准。基金管理人将持续关注市场变化并及时履行信息披露义务，敬请投资者注意投资风险。 [632, 240, 819, 265]
body-text: 为保护基金份额持有人的利益，根据《中华人民共和国证券投资基金法》《公开募集证券投资基金运作管理办法》《公开募集证券投资基金信息披露管理办法》等法律法规以及基金合同的有关规定，基金管理人经与基金托管人协商一致，现将有关事项公告如下：投资者可通过基金管理人的直销中心或基金销售机构办理相关业务，具体业务办理规则以各销售机构的规定为准。基金管理人将持续关注市场变化并及时履行信息披露义务，敬请投资者注意投资风险。 [236, 326, 422, 352]
checkbox-oppose[interactable]: □ [374, 854, 398, 862]
article-title-line3: 投资基金基金份额持有人大会的第一次提示性公告 [632, 203, 819, 228]
table-header-cell: 反对 [374, 838, 398, 846]
cell-value: 博时鑫选纯债3个月定开债券发起式 [103, 192, 217, 200]
section-heading: 6 定期定额投资业务 [44, 535, 92, 542]
body-text: 为保护基金份额持有人的利益，根据《中华人民共和国证券投资基金法》《公开募集证券投资基金运作管理办法》《公开募集证券投资基金信息披露管理办法》等法律法规以及基金合同的有关规定，基金管理人经与基金托管人协商一致，现将有关事项公告如下：投资者可通过基金管理人的直销中心或基金销售机构办理相关业务，具体业务办理规则以各销售机构的规定为准。基金管理人将持续关注市场变化并及时履行信息披露义务，敬请投资者注意投资风险。 [44, 507, 218, 533]
article-title-line1: 博时基金管理有限公司关于以通讯方式召开 [47, 1081, 214, 1106]
signature-date: 2024年12月2日 [788, 652, 819, 658]
section-heading: 2 日常申购、赎回、转换业务的办理时间 [44, 316, 141, 323]
table-header-cell: 项目 [441, 694, 500, 702]
section-heading: （十）其他需要提示的事项 [236, 687, 301, 694]
table-row [45, 208, 217, 216]
cell-label: 关于修改基金合同有关条款的议案 [237, 846, 350, 854]
section-heading: 四、计票方式 [434, 509, 467, 516]
cell-value: 513500 [500, 718, 614, 726]
cell-label: 基金简称 [441, 710, 500, 718]
body-text: 为保护基金份额持有人的利益，根据《中华人民共和国证券投资基金法》《公开募集证券投资基金运作管理办法》《公开募集证券投资基金信息披露管理办法》等法律法规以及基金合同的有关规定，基金管理人经与基金托管人协商一致，现将有关事项公告如下：投资者可通过基金管理人的直销中心或基金销售机构办理相关业务，具体业务办理规则以各销售机构的规定为准。基金管理人将持续关注市场变化并及时履行信息披露义务，敬请投资者注意投资风险。 [236, 916, 422, 941]
signature-company: 博时基金管理有限公司 [173, 679, 218, 685]
table-row [45, 297, 217, 305]
body-text: 为保护基金份额持有人的利益，根据《中华人民共和国证券投资基金法》《公开募集证券投资基金运作管理办法》《公开募集证券投资基金信息披露管理办法》等法律法规以及基金合同的有关规定，基金管理人经与基金托管人协商一致，现将有关事项公告如下：投资者可通过基金管理人的直销中心或基金销售机构办理相关业务，具体业务办理规则以各销售机构的规定为准。基金管理人将持续关注市场变化并及时履行信息披露义务，敬请投资者注意投资风险。 [236, 265, 422, 290]
body-text: 为保护基金份额持有人的利益，根据《中华人民共和国证券投资基金法》《公开募集证券投资基金运作管理办法》《公开募集证券投资基金信息披露管理办法》等法律法规以及基金合同的有关规定，基金管理人经与基金托管人协商一致，现将有关事项公告如下：投资者可通过基金管理人的直销中心或基金销售机构办理相关业务，具体业务办理规则以各销售机构的规定为准。基金管理人将持续关注市场变化并及时履行信息披露义务，敬请投资者注意投资风险。 [236, 449, 422, 475]
cell-value: 明显高于基金份额参考净值 [500, 726, 614, 734]
section-heading: （九）基金份额净值公告安排 [236, 625, 307, 632]
cell-value: 中国建设银行股份有限公司 [103, 216, 217, 224]
cell-value: 博时中证科创创业50ETF发起式联接 [103, 802, 217, 810]
cell-label: 下属分级基金的交易代码 [45, 245, 104, 253]
section-heading: 3 基金财产清算小组 [44, 902, 92, 909]
checkbox-agree[interactable]: □ [350, 854, 374, 862]
article-title-line2: 博时中证国新央企现代能源交易型开放式指数证券 [632, 174, 819, 199]
table-row [45, 224, 217, 232]
table-row [45, 436, 217, 444]
body-text: 为保护基金份额持有人的利益，根据《中华人民共和国证券投资基金法》《公开募集证券投资基金运作管理办法》《公开募集证券投资基金信息披露管理办法》等法律法规以及基金合同的有关规定，基金管理人经与基金托管人协商一致，现将有关事项公告如下：投资者可通过基金管理人的直销中心或基金销售机构办理相关业务，具体业务办理规则以各销售机构的规定为准。基金管理人将持续关注市场变化并及时履行信息披露义务，敬请投资者注意投资风险。 [440, 737, 614, 762]
signature-date: 2024年12月2日 [391, 731, 422, 737]
table-header-cell: 基金名称 [45, 184, 104, 192]
